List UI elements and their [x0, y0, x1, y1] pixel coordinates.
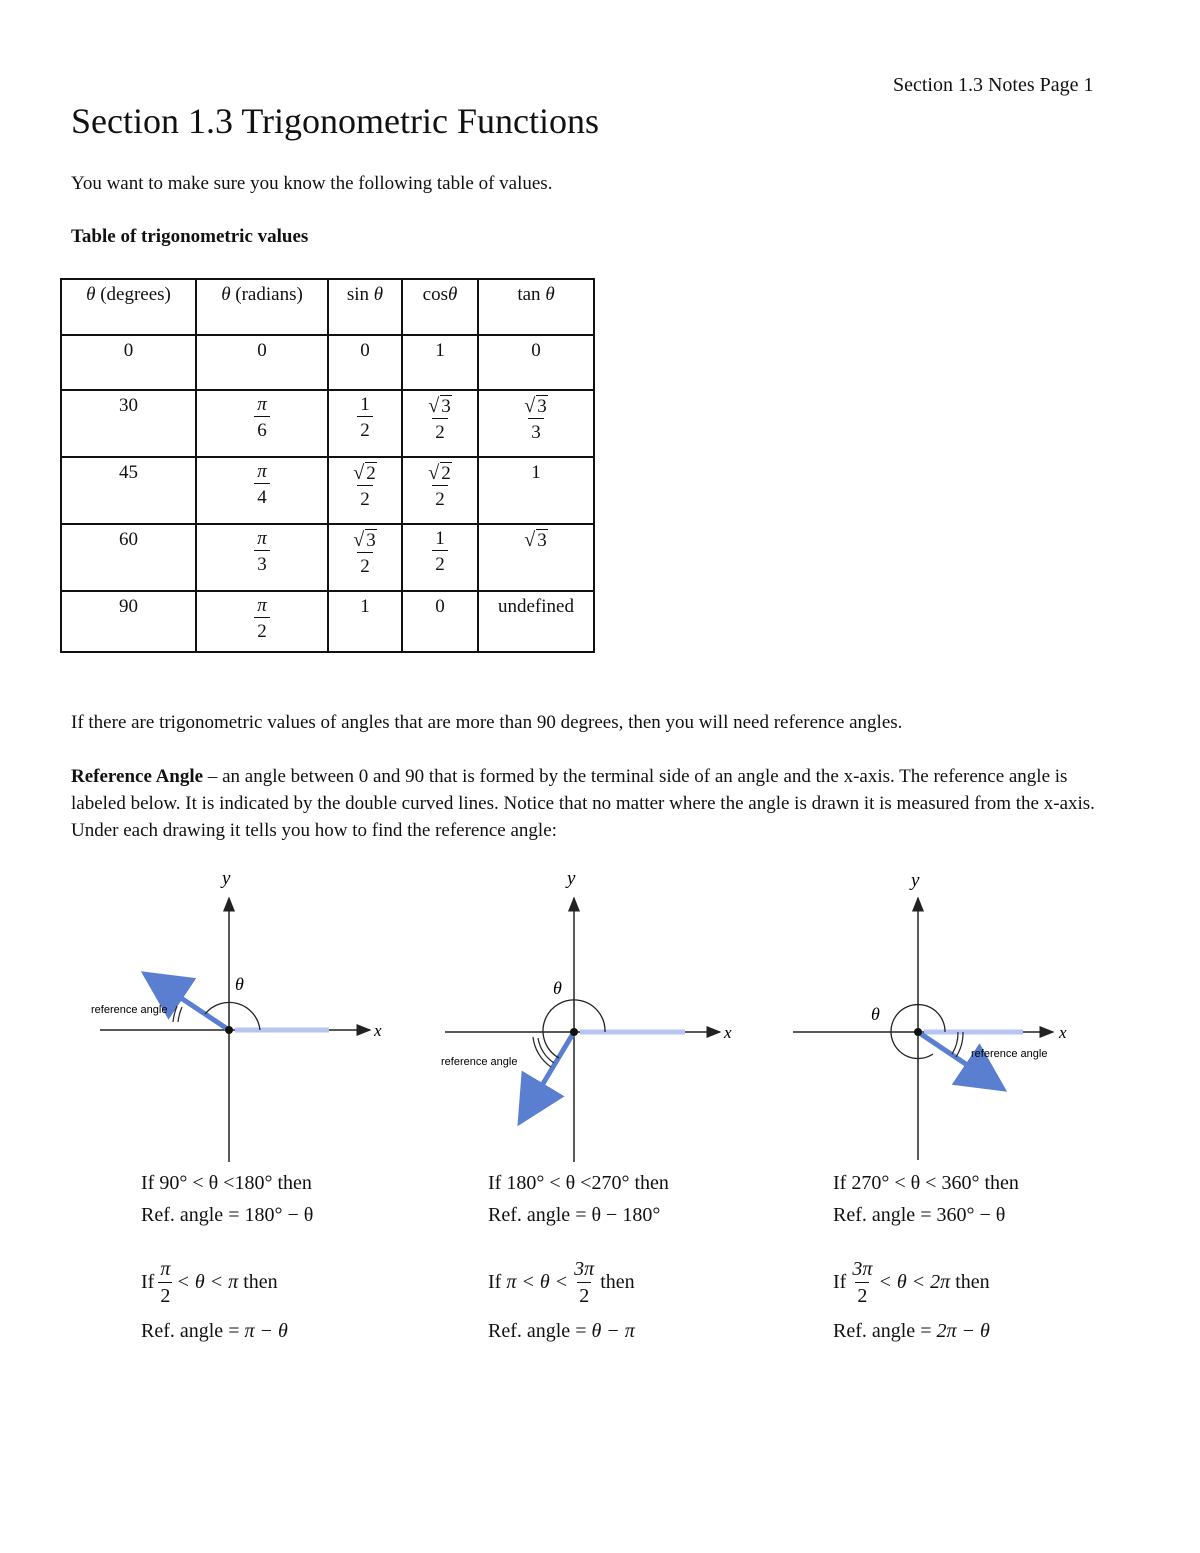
header-cos: cosθ	[402, 279, 478, 335]
y-axis-label: y	[911, 870, 920, 891]
page-title: Section 1.3 Trigonometric Functions	[71, 101, 600, 141]
rule-2-degree-reference: Ref. angle = θ − 180°	[488, 1204, 661, 1226]
table-row	[61, 390, 594, 457]
reference-angle-label: reference angle	[971, 1048, 1048, 1060]
rule-2-radian-condition: If π < θ < $\frac{3\pi}{2}$ then	[488, 1258, 635, 1307]
rule-2-radian-reference: Ref. angle = θ − π	[488, 1320, 635, 1342]
table-row	[61, 524, 594, 591]
cell-cos: 0	[402, 591, 478, 652]
table-caption: Table of trigonometric values	[71, 226, 309, 247]
trig-values-table	[60, 278, 595, 653]
table-row	[61, 457, 594, 524]
cell-cos: $\frac{√ 3}{2}$	[402, 390, 478, 457]
rule-3-radian-reference: Ref. angle = 2π − θ	[833, 1320, 990, 1342]
theta-label: θ	[553, 978, 562, 998]
cell-tan: 1	[478, 457, 594, 524]
cell-sin: $\frac{1}{2}$	[328, 390, 402, 457]
rule-3-degree-condition: If 270° < θ < 360° then	[833, 1172, 1019, 1194]
table-header-row	[61, 279, 594, 335]
header-radians: θ (radians)	[196, 279, 328, 335]
cell-rad: 0	[196, 335, 328, 390]
y-axis-label: y	[567, 868, 576, 889]
cell-cos: 1	[402, 335, 478, 390]
cell-deg: 45	[61, 457, 196, 524]
rule-1-degree-reference: Ref. angle = 180° − θ	[141, 1204, 314, 1226]
diagram-quadrant-3	[435, 862, 755, 1162]
ref-arc-1	[952, 1032, 958, 1054]
cell-rad: $\frac{\pi}{3}$	[196, 524, 328, 591]
cell-deg: 60	[61, 524, 196, 591]
theta-arc	[205, 1002, 260, 1030]
cell-sin: $\frac{√ 3}{2}$	[328, 524, 402, 591]
ref-arc-2	[178, 1007, 182, 1022]
ref-arc-2	[956, 1032, 963, 1057]
y-axis-label: y	[222, 868, 231, 889]
cell-tan: undefined	[478, 591, 594, 652]
diagram-quadrant-4	[785, 862, 1085, 1162]
cell-deg: 90	[61, 591, 196, 652]
header-degrees: θ (degrees)	[61, 279, 196, 335]
ref-arc-1	[533, 1037, 551, 1067]
cell-cos: $\frac{1}{2}$	[402, 524, 478, 591]
reference-angle-label: reference angle	[441, 1056, 518, 1068]
cell-rad: $\frac{\pi}{6}$	[196, 390, 328, 457]
terminal-side	[145, 974, 229, 1030]
cell-tan: 0	[478, 335, 594, 390]
paragraph-reference-definition: Reference Angle – an angle between 0 and 90 that is formed by the terminal side of an angle and the x-axis. The reference angle is labeled below. It is indicated by the double curved lines. Notice that no matter where the angle is drawn it is measured from the x-axis. Under each drawing it tells you how to find the reference angle:	[71, 766, 1095, 841]
cell-sin: 0	[328, 335, 402, 390]
rule-1-degree-condition: If 90° < θ <180° then	[141, 1172, 312, 1194]
terminal-side	[918, 1032, 1003, 1089]
page-header: Section 1.3 Notes Page 1	[893, 74, 1094, 96]
cell-tan: $\frac{√ 3}{3}$	[478, 390, 594, 457]
theta-label: θ	[235, 974, 244, 994]
header-sin: sin θ	[328, 279, 402, 335]
cell-deg: 30	[61, 390, 196, 457]
x-axis-label: x	[374, 1021, 382, 1040]
diagram-quadrant-2	[85, 862, 405, 1162]
cell-tan: √ 3	[478, 524, 594, 591]
term-reference-angle: Reference Angle	[71, 766, 204, 787]
origin-dot	[225, 1026, 233, 1034]
rule-3-degree-reference: Ref. angle = 360° − θ	[833, 1204, 1006, 1226]
intro-text: You want to make sure you know the following table of values.	[71, 173, 553, 194]
x-axis-label: x	[1059, 1023, 1067, 1042]
cell-sin: 1	[328, 591, 402, 652]
ref-arc-1	[173, 1006, 177, 1022]
ref-arc-2	[538, 1038, 554, 1063]
rule-1-radian-reference: Ref. angle = π − θ	[141, 1320, 288, 1342]
theta-label: θ	[871, 1004, 880, 1024]
rule-3-radian-condition: If $\frac{3\pi}{2}$ < θ < 2π then	[833, 1258, 990, 1307]
x-axis-label: x	[724, 1023, 732, 1042]
cell-deg: 0	[61, 335, 196, 390]
header-tan: tan θ	[478, 279, 594, 335]
rule-2-degree-condition: If 180° < θ <270° then	[488, 1172, 669, 1194]
origin-dot	[914, 1028, 922, 1036]
rule-1-radian-condition: If $\frac{\pi}{2}$ < θ < π then	[141, 1258, 278, 1307]
cell-cos: $\frac{√ 2}{2}$	[402, 457, 478, 524]
table-row	[61, 591, 594, 652]
cell-rad: $\frac{\pi}{2}$	[196, 591, 328, 652]
cell-sin: $\frac{√ 2}{2}$	[328, 457, 402, 524]
table-row	[61, 335, 594, 390]
origin-dot	[570, 1028, 578, 1036]
reference-angle-label: reference angle	[91, 1004, 168, 1016]
cell-rad: $\frac{\pi}{4}$	[196, 457, 328, 524]
paragraph-reference-intro: If there are trigonometric values of angles that are more than 90 degrees, then you will need reference angles.	[71, 712, 903, 733]
